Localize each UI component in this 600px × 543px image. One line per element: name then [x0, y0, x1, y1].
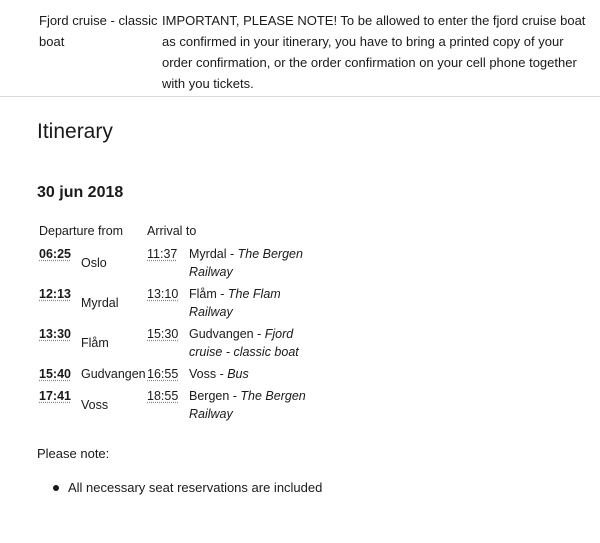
arrival-description [189, 285, 319, 321]
arrival-description [189, 245, 319, 281]
departure-time[interactable]: 06:25 [39, 247, 71, 261]
arrival-place: Flåm [189, 287, 217, 301]
list-item [0, 478, 322, 498]
service-name: The Bergen Railway [189, 247, 303, 279]
departure-place: Voss [81, 398, 109, 412]
departure-column-header: Departure from [39, 224, 124, 238]
departure-place: Flåm [81, 336, 109, 350]
arrival-time[interactable]: 15:30 [147, 327, 179, 341]
info-row-note: IMPORTANT, PLEASE NOTE! To be allowed to enter the fjord cruise boat as confirmed in your itinerary, you have to bring a printed copy of your order confirmation, or the order confirmation on your cell phone together with you tickets. [162, 13, 586, 91]
arrival-separator: - [216, 287, 228, 301]
departure-place: Myrdal [81, 296, 119, 310]
arrival-time[interactable]: 11:37 [147, 247, 178, 261]
info-row-label: Fjord cruise - classic boat [39, 13, 158, 49]
service-name: Bus [227, 367, 249, 381]
arrival-separator: - [226, 247, 238, 261]
arrival-place: Bergen [189, 389, 230, 403]
arrival-time[interactable]: 16:55 [147, 367, 179, 381]
bullet-icon [53, 485, 59, 491]
departure-place: Gudvangen [81, 367, 146, 381]
departure-time[interactable]: 15:40 [39, 367, 71, 381]
arrival-description [189, 387, 319, 423]
notes-list [0, 478, 322, 498]
please-note-heading: Please note: [37, 446, 110, 461]
itinerary-title: Itinerary [37, 120, 113, 143]
departure-time[interactable]: 13:30 [39, 327, 71, 341]
service-name: The Flam Railway [189, 287, 281, 319]
service-name: The Bergen Railway [189, 389, 306, 421]
arrival-time[interactable]: 13:10 [147, 287, 179, 301]
arrival-description [189, 325, 319, 361]
arrival-place: Gudvangen [189, 327, 254, 341]
arrival-separator: - [253, 327, 265, 341]
arrival-column-header: Arrival to [147, 224, 197, 238]
departure-place: Oslo [81, 256, 107, 270]
arrival-description [189, 365, 319, 383]
arrival-time[interactable]: 18:55 [147, 389, 179, 403]
arrival-place: Voss [189, 367, 217, 381]
service-name: Fjord cruise - classic boat [189, 327, 299, 359]
itinerary-date: 30 jun 2018 [37, 184, 124, 201]
fjord-cruise-info-row [0, 0, 600, 97]
departure-time[interactable]: 12:13 [39, 287, 71, 301]
note-text: All necessary seat reservations are included [68, 480, 323, 495]
arrival-separator: - [216, 367, 228, 381]
departure-time[interactable]: 17:41 [39, 389, 71, 403]
arrival-separator: - [229, 389, 241, 403]
arrival-place: Myrdal [189, 247, 227, 261]
